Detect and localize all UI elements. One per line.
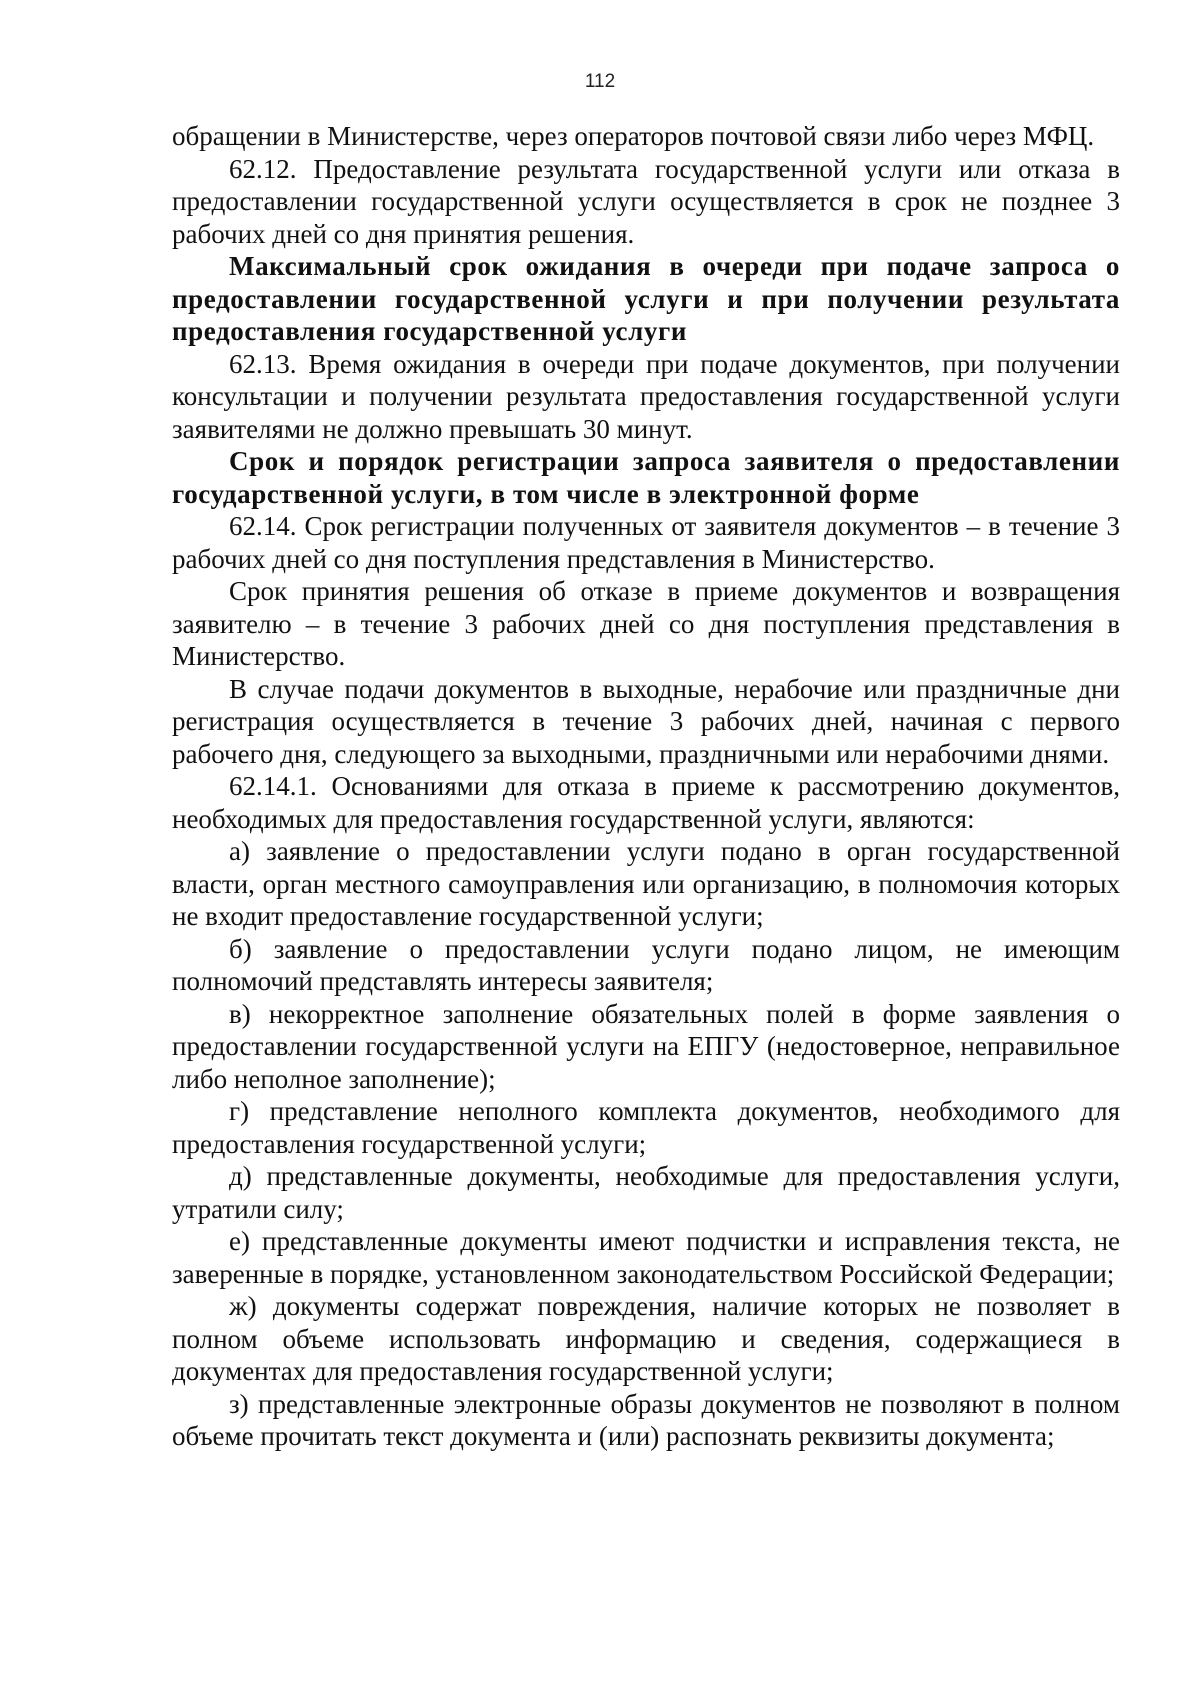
paragraph-62-14: 62.14. Срок регистрации полученных от заявителя документов – в течение 3 рабочих дней со дня поступления представления в Министерство. xyxy=(172,511,1120,574)
paragraph-refusal-term: Срок принятия решения об отказе в приеме документов и возвращения заявителю – в течение 3 рабочих дней со дня поступления представления в Министерство. xyxy=(172,576,1120,671)
paragraph-62-12: 62.12. Предоставление результата государственной услуги или отказа в предоставлении государственной услуги осуществляется в срок не позднее 3 рабочих дней со дня принятия решения. xyxy=(172,153,1120,249)
page-number: 112 xyxy=(584,71,616,92)
list-item-z: з) представленные электронные образы документов не позволяют в полном объеме прочитать текст документа и (или) распознать реквизиты документа; xyxy=(172,1388,1120,1451)
list-item-b: б) заявление о предоставлении услуги подано лицом, не имеющим полномочий представлять интересы заявителя; xyxy=(172,933,1120,996)
list-item-d: д) представленные документы, необходимые для предоставления услуги, утратили силу; xyxy=(172,1161,1120,1224)
list-item-e: е) представленные документы имеют подчистки и исправления текста, не заверенные в порядке, установленном законодательством Российской Федерации; xyxy=(172,1226,1120,1289)
section-heading-queue-time: Максимальный срок ожидания в очереди при подаче запроса о предоставлении государственной услуги и при получении результата предоставления государственной услуги xyxy=(172,251,1120,346)
paragraph-holiday-registration: В случае подачи документов в выходные, нерабочие или праздничные дни регистрация осуществляется в течение 3 рабочих дней, начиная с первого рабочего дня, следующего за выходными, праздничными или нерабочими днями. xyxy=(172,673,1120,769)
list-item-g: г) представление неполного комплекта документов, необходимого для предоставления государственной услуги; xyxy=(172,1096,1120,1159)
paragraph-62-14-1: 62.14.1. Основаниями для отказа в приеме к рассмотрению документов, необходимых для предоставления государственной услуги, являются: xyxy=(172,771,1120,834)
list-item-zh: ж) документы содержат повреждения, наличие которых не позволяет в полном объеме использовать информацию и сведения, содержащиеся в документах для предоставления государственной услуги; xyxy=(172,1291,1120,1386)
document-body xyxy=(172,120,1120,1453)
list-item-v: в) некорректное заполнение обязательных полей в форме заявления о предоставлении государственной услуги на ЕПГУ (недостоверное, неправильное либо неполное заполнение); xyxy=(172,998,1120,1094)
paragraph-62-13: 62.13. Время ожидания в очереди при подаче документов, при получении консультации и получении результата предоставления государственной услуги заявителями не должно превышать 30 минут. xyxy=(172,348,1120,444)
section-heading-registration: Срок и порядок регистрации запроса заявителя о предоставлении государственной услуги, в том числе в электронной форме xyxy=(172,446,1120,509)
paragraph-continuation: обращении в Министерстве, через операторов почтовой связи либо через МФЦ. xyxy=(172,121,1095,151)
list-item-a: а) заявление о предоставлении услуги подано в орган государственной власти, орган местного самоуправления или организацию, в полномочия которых не входит предоставление государственной услуги; xyxy=(172,836,1120,931)
